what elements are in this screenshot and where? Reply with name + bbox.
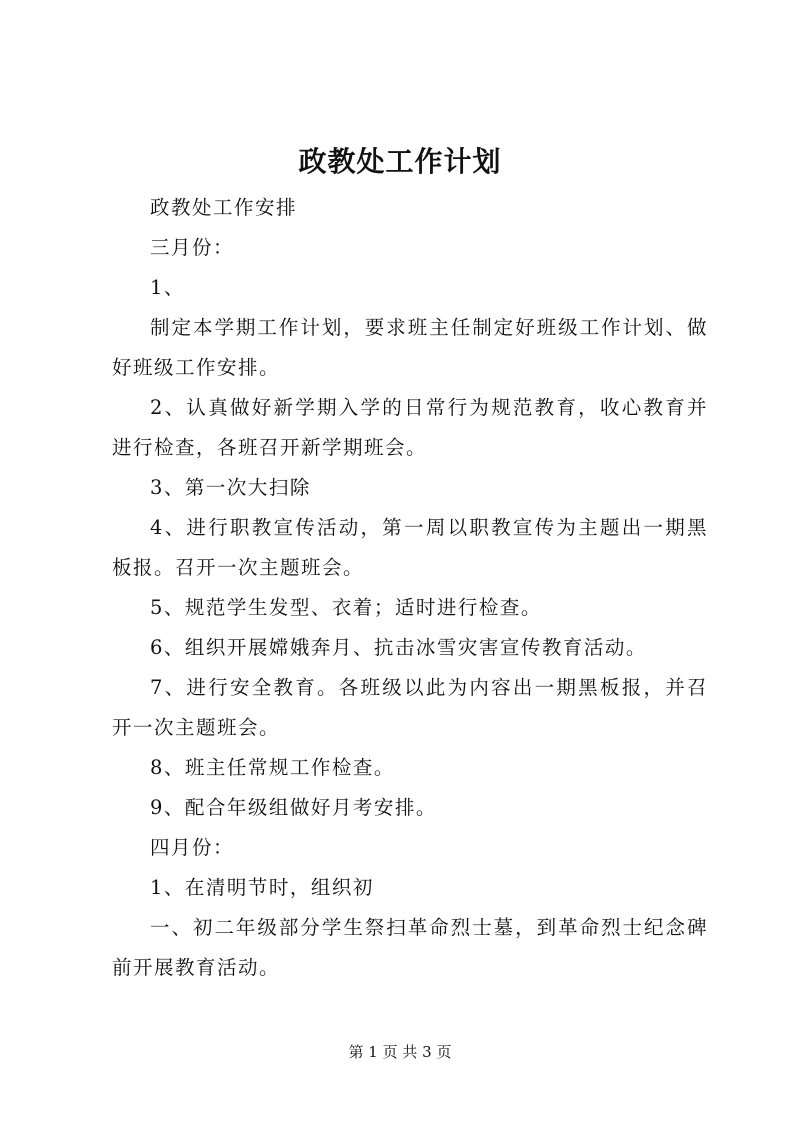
paragraph: 7、进行安全教育。各班级以此为内容出一期黑板报，并召开一次主题班会。 [112,676,708,739]
paragraph: 9、配合年级组做好月考安排。 [150,796,437,819]
paragraph: 四月份： [150,836,235,859]
paragraph: 一、初二年级部分学生祭扫革命烈士墓，到革命烈士纪念碑前开展教育活动。 [112,916,708,979]
paragraph: 5、规范学生发型、衣着；适时进行检查。 [150,596,542,619]
paragraph: 6、组织开展嫦娥奔月、抗击冰雪灾害宣传教育活动。 [150,636,647,659]
paragraph: 4、进行职教宣传活动，第一周以职教宣传为主题出一期黑板报。召开一次主题班会。 [112,516,708,579]
paragraph: 2、认真做好新学期入学的日常行为规范教育，收心教育并进行检查，各班召开新学期班会。 [112,396,708,459]
paragraph: 1、在清明节时，组织初 [150,876,374,899]
paragraph: 8、班主任常规工作检查。 [150,756,395,779]
paragraph: 政教处工作安排 [150,196,298,219]
paragraph: 制定本学期工作计划，要求班主任制定好班级工作计划、做好班级工作安排。 [112,316,708,379]
page-footer: 第 1 页 共 3 页 [348,1043,452,1061]
paragraph: 1、 [150,276,185,299]
document-body [112,188,708,988]
paragraph: 三月份： [150,236,235,259]
paragraph: 3、第一次大扫除 [150,476,311,499]
page-title: 政教处工作计划 [298,145,502,178]
